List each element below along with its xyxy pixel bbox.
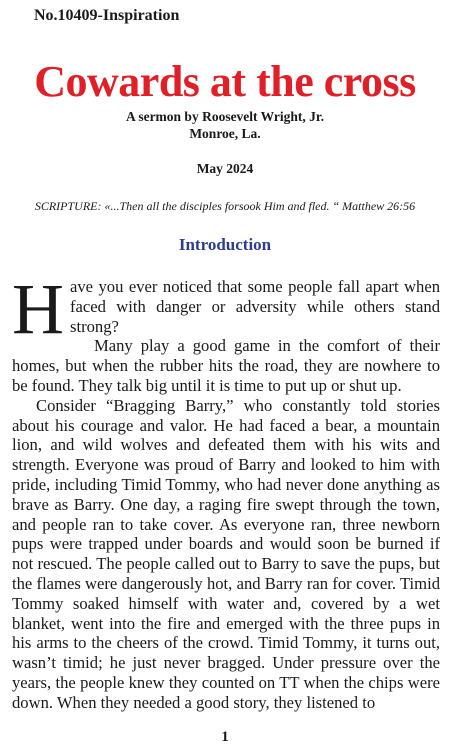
page-number: 1 [221, 729, 229, 745]
paragraph [12, 269, 440, 349]
drop-cap: H [12, 269, 64, 349]
paragraph: Consider “Bragging Barry,” who constantly told stories about his courage and valor. He had faced a bear, a mountain lion, and wild wolves and defeated them with his wits and strength. Everyone was proud of Barry and looked to him with pride, including Timid Tommy, who had never done anything as brave as Barry. One day, a raging fire swept through the town, and people ran to take cover. As everyone ran, three newborn pups were trapped under boards and would soon be burned if not rescued. The people called out to Barry to save the pups, but the flames were dangerously hot, and Barry ran for cover. Timid Tommy soaked himself with water and, covered by a wet blanket, went into the fire and emerged with the three pups in his arms to the cheers of the crowd. Timid Tommy, it turns out, wasn’t timid; he just never bragged. Under pressure over the years, the people knew they counted on TT when the chips were down. When they needed a good story, they listened to [12, 395, 440, 712]
paragraph-text: ave you ever noticed that some people fall apart when faced with danger or adversity while others stand strong? [70, 277, 440, 336]
paragraph: Many play a good game in the comfort of their homes, but when the rubber hits the road, they are nowhere to be found. They talk big until it is time to put up or shut up. [12, 336, 440, 395]
author-byline: A sermon by Roosevelt Wright, Jr. [125, 109, 325, 124]
sermon-title: Cowards at the cross [34, 57, 416, 106]
body-text [12, 269, 440, 713]
scripture-reference: SCRIPTURE: «...Then all the disciples forsook Him and fled. “ Matthew 26:56 [34, 199, 416, 213]
document-number: No.10409-Inspiration [34, 7, 180, 24]
section-heading: Introduction [178, 235, 272, 254]
author-location: Monroe, La. [189, 126, 261, 141]
sermon-date: May 2024 [196, 161, 254, 176]
